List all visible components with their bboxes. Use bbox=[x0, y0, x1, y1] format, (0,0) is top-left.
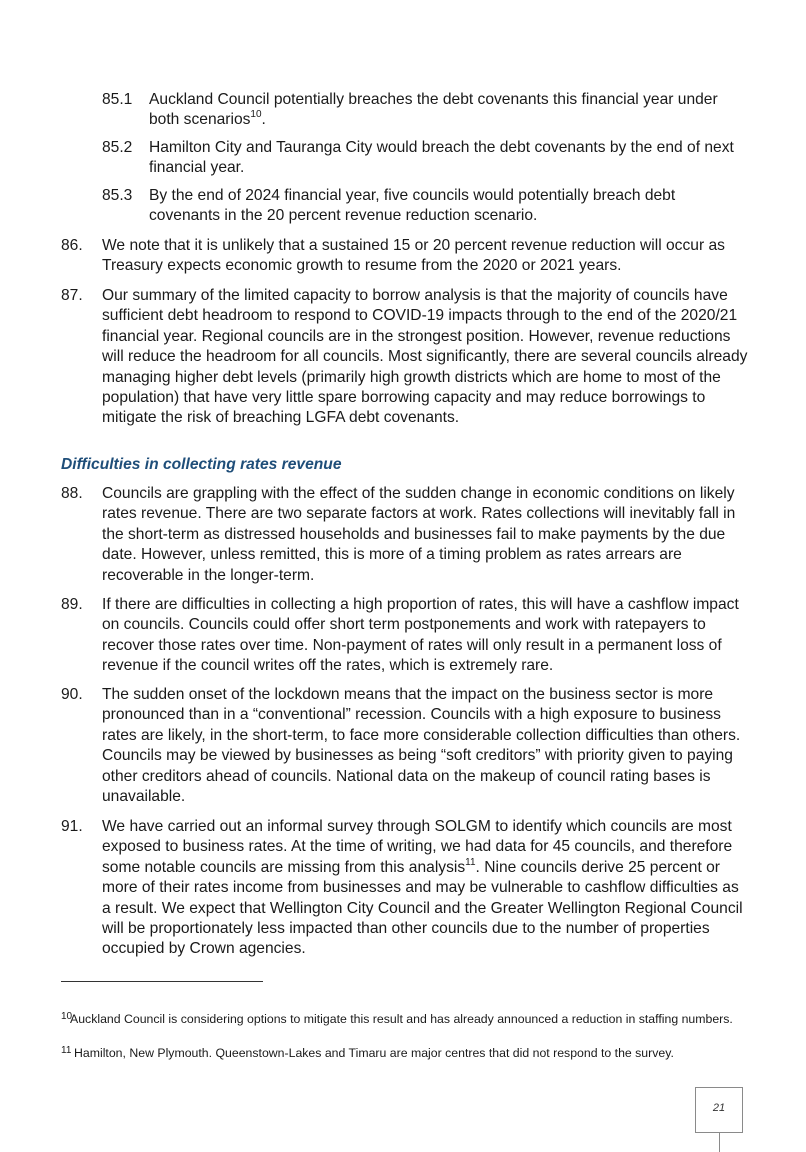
footnote-number: 10 bbox=[61, 1011, 73, 1022]
footnote-text: Auckland Council is considering options to mitigate this result and has already announced a reduction in staffing numbers. bbox=[70, 1012, 733, 1026]
paragraph-number: 88. bbox=[61, 485, 83, 502]
list-item-85-3 bbox=[102, 186, 742, 227]
list-item-85-2 bbox=[102, 138, 742, 179]
footnote-separator bbox=[61, 981, 263, 982]
paragraph-89 bbox=[61, 595, 751, 677]
item-number: 85.3 bbox=[102, 187, 133, 204]
paragraph-91: 91. We have carried out an informal survey through SOLGM to identify which councils are most exposed to business rates. At the time of writing, we had data for 45 councils, and therefore some notable councils are missing from this analysis$^{11}$. Nine councils derive 25 percent or more of their rates income from businesses and may be vulnerable to cashflow difficulties as a result. We expect that Wellington City Council and the Greater Wellington Regional Council will be proportionately less impacted than other councils due to the number of properties occupied by Crown agencies. bbox=[61, 818, 743, 958]
item-text: By the end of 2024 financial year, five councils would potentially breach debt covenants in the 20 percent revenue reduction scenario. bbox=[149, 187, 676, 225]
paragraph-number: 91. bbox=[61, 818, 83, 835]
paragraph-text: We have carried out an informal survey through SOLGM to identify which councils are most exposed to business rates. At the time of writing, we had data for 45 councils, and therefore some notable councils are missing from this analysis bbox=[102, 818, 733, 876]
paragraph-90 bbox=[61, 685, 751, 807]
paragraph-text: We note that it is unlikely that a sustained 15 or 20 percent revenue reduction will occur as Treasury expects economic growth to resume from the 2020 or 2021 years. bbox=[102, 237, 725, 275]
paragraph-88 bbox=[61, 484, 751, 586]
paragraph-number: 90. bbox=[61, 686, 83, 703]
item-text: Hamilton City and Tauranga City would breach the debt covenants by the end of next financial year. bbox=[149, 139, 734, 177]
item-number: 85.1 bbox=[102, 91, 133, 108]
list-item-85-1: 85.1 Auckland Council potentially breaches the debt covenants this financial year under both scenarios$^{10}$. bbox=[102, 91, 718, 129]
item-number: 85.2 bbox=[102, 139, 133, 156]
footnote-ref: 10 bbox=[250, 109, 262, 121]
paragraph-86 bbox=[61, 236, 751, 277]
footnote-11 bbox=[61, 1046, 741, 1062]
paragraph-87 bbox=[61, 286, 751, 429]
footnote-10 bbox=[61, 1012, 741, 1028]
paragraph-text: Councils are grappling with the effect of the sudden change in economic conditions on likely rates revenue. There are two separate factors at work. Rates collections will inevitably fall in the short-term as distressed households and businesses fail to make payments by the due date. However, unless remitted, this is more of a timing problem as rates arrears are recoverable in the longer-term. bbox=[102, 485, 736, 584]
paragraph-text: The sudden onset of the lockdown means that the impact on the business sector is more pronounced than in a “conventional” recession. Councils with a high exposure to business rates are likely, in the short-term, to face more considerable collection difficulties than others. Councils may be viewed by businesses as being “soft creditors” with priority given to paying other creditors ahead of councils. National data on the makeup of council rating bases is unavailable. bbox=[102, 686, 741, 806]
paragraph-text: Our summary of the limited capacity to borrow analysis is that the majority of councils have sufficient debt headroom to respond to COVID-19 impacts through to the end of the 2020/21 financial year. Regional councils are in the strongest position. However, revenue reductions will reduce the headroom for all councils. Most significantly, there are several councils already managing higher debt levels (primarily high growth districts which are home to most of the population) that have very little spare borrowing capacity and may reduce borrowings to mitigate the risk of breaching LGFA debt covenants. bbox=[102, 287, 748, 427]
page-number: 21 bbox=[712, 1102, 726, 1114]
paragraph-text: If there are difficulties in collecting a high proportion of rates, this will have a cashflow impact on councils. Councils could offer short term postponements and work with ratepayers to recover those rates over time. Non-payment of rates will only result in a permanent loss of revenue if the council writes off the rates, which is extremely rare. bbox=[102, 596, 739, 675]
footnote-text: Hamilton, New Plymouth. Queenstown-Lakes and Timaru are major centres that did not respond to the survey. bbox=[74, 1046, 674, 1060]
section-heading: Difficulties in collecting rates revenue bbox=[61, 456, 342, 473]
item-text: Auckland Council potentially breaches the debt covenants this financial year under both scenarios bbox=[149, 91, 718, 129]
paragraph-number: 86. bbox=[61, 237, 83, 254]
footnote-number: 11 bbox=[61, 1045, 72, 1056]
page-number-connector bbox=[719, 1133, 720, 1152]
footnote-ref: 11 bbox=[465, 856, 476, 868]
paragraph-number: 89. bbox=[61, 596, 83, 613]
paragraph-number: 87. bbox=[61, 287, 83, 304]
